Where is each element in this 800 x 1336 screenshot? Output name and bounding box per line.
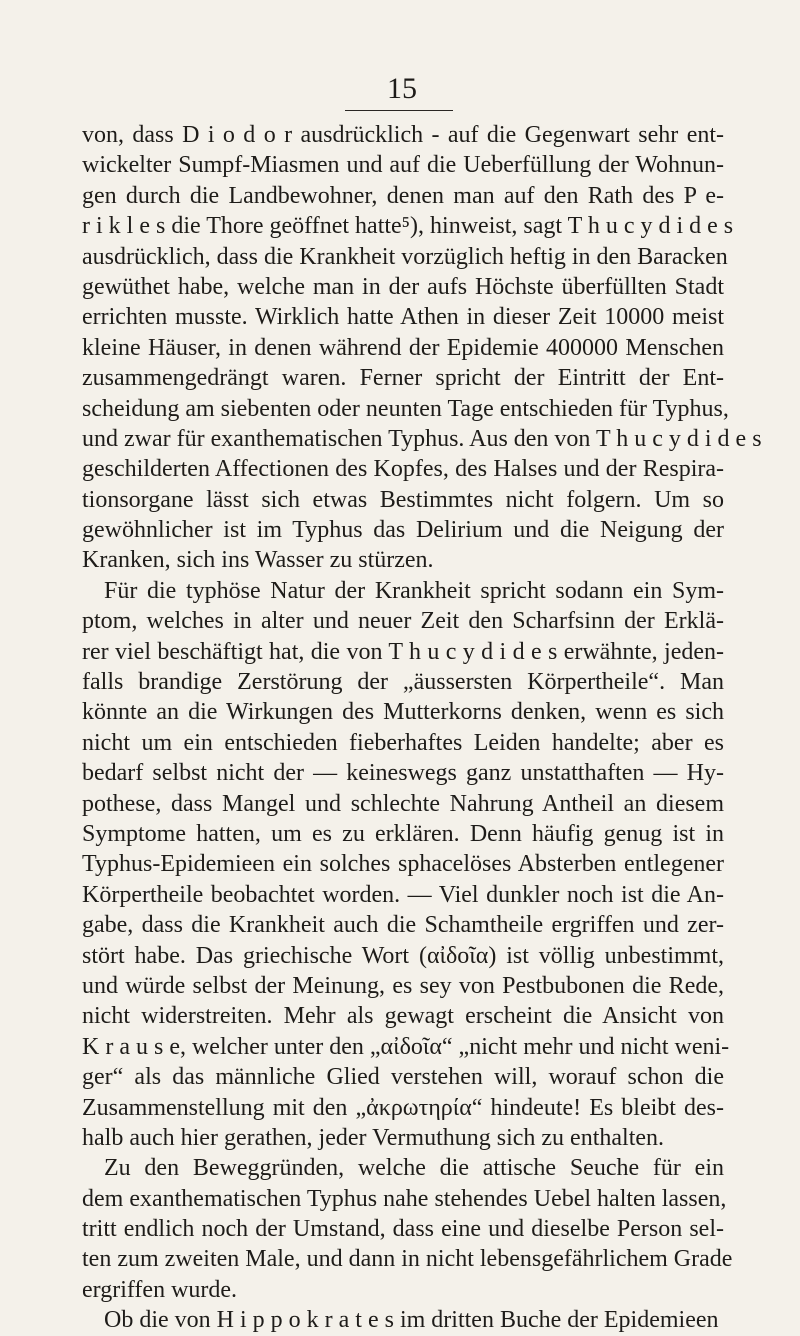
text-line: und zwar für exanthematischen Typhus. Aus den von T h u c y d i d e s: [82, 425, 762, 452]
text-line: errichten musste. Wirklich hatte Athen in dieser Zeit 10000 meist: [82, 304, 724, 331]
text-line: ger“ als das männliche Glied verstehen will, worauf schon die: [82, 1064, 724, 1091]
text-line: Typhus-Epidemieen ein solches sphacelöses Absterben entlegener: [82, 851, 724, 878]
text-line: ergriffen wurde.: [82, 1276, 238, 1303]
text-line: stört habe. Das griechische Wort (αἰδοῖα) ist völlig unbestimmt,: [82, 942, 724, 969]
text-line: und würde selbst der Meinung, es sey von Pestbubonen die Rede,: [82, 972, 724, 999]
text-line: scheidung am siebenten oder neunten Tage entschieden für Typhus,: [82, 395, 729, 422]
text-line: ten zum zweiten Male, und dann in nicht lebensgefährlichem Grade: [82, 1246, 733, 1273]
text-line: Zusammenstellung mit den „ἀκρωτηρία“ hindeute! Es bleibt des-: [82, 1094, 724, 1121]
text-line: K r a u s e, welcher unter den „αἰδοῖα“ „nicht mehr und nicht weni-: [82, 1033, 730, 1060]
text-line: Körpertheile beobachtet worden. — Viel dunkler noch ist die An-: [82, 881, 724, 908]
text-line: gewüthet habe, welche man in der aufs Höchste überfüllten Stadt: [82, 273, 724, 300]
text-line: nicht um ein entschieden fieberhaftes Leiden handelte; aber es: [82, 729, 724, 756]
text-line: Für die typhöse Natur der Krankheit spricht sodann ein Sym-: [104, 577, 724, 604]
text-line: bedarf selbst nicht der — keineswegs ganz unstatthaften — Hy-: [82, 760, 724, 787]
text-line: falls brandige Zerstörung der „äussersten Körpertheile“. Man: [82, 669, 724, 696]
text-line: kleine Häuser, in denen während der Epidemie 400000 Menschen: [82, 334, 724, 361]
text-line: Symptome hatten, um es zu erklären. Denn häufig genug ist in: [82, 820, 724, 847]
text-line: tritt endlich noch der Umstand, dass eine und dieselbe Person sel-: [82, 1216, 724, 1243]
page-number-rule: [345, 110, 453, 111]
text-line: dem exanthematischen Typhus nahe stehendes Uebel halten lassen,: [82, 1185, 727, 1212]
text-line: tionsorgane lässt sich etwas Bestimmtes nicht folgern. Um so: [82, 486, 724, 513]
page-number: 15: [387, 72, 417, 105]
body-text: [82, 120, 762, 1336]
text-line: könnte an die Wirkungen des Mutterkorns denken, wenn es sich: [82, 699, 724, 726]
text-line: r i k l e s die Thore geöffnet hatte⁵), hinweist, sagt T h u c y d i d e s: [82, 213, 734, 240]
text-line: gewöhnlicher ist im Typhus das Delirium und die Neigung der: [82, 517, 724, 544]
text-line: ausdrücklich, dass die Krankheit vorzüglich heftig in den Baracken: [82, 243, 728, 270]
text-line: geschilderten Affectionen des Kopfes, des Halses und der Respira-: [82, 456, 724, 483]
text-line: halb auch hier gerathen, jeder Vermuthung sich zu enthalten.: [82, 1124, 665, 1151]
text-line: Zu den Beweggründen, welche die attische Seuche für ein: [104, 1155, 724, 1182]
text-line: gen durch die Landbewohner, denen man auf den Rath des P e-: [82, 182, 724, 209]
text-line: zusammengedrängt waren. Ferner spricht der Eintritt der Ent-: [82, 365, 724, 392]
text-line: pothese, dass Mangel und schlechte Nahrung Antheil an diesem: [82, 790, 724, 817]
text-line: Ob die von H i p p o k r a t e s im dritten Buche der Epidemieen: [104, 1307, 719, 1334]
text-line: ptom, welches in alter und neuer Zeit den Scharfsinn der Erklä-: [82, 608, 724, 635]
text-line: wickelter Sumpf-Miasmen und auf die Ueberfüllung der Wohnun-: [82, 152, 724, 179]
text-line: nicht widerstreiten. Mehr als gewagt erscheint die Ansicht von: [82, 1003, 724, 1030]
text-line: rer viel beschäftigt hat, die von T h u c y d i d e s erwähnte, jeden-: [82, 638, 724, 665]
text-line: Kranken, sich ins Wasser zu stürzen.: [82, 547, 434, 574]
text-line: gabe, dass die Krankheit auch die Schamtheile ergriffen und zer-: [82, 912, 724, 939]
text-line: von, dass D i o d o r ausdrücklich - auf die Gegenwart sehr ent-: [82, 122, 724, 148]
